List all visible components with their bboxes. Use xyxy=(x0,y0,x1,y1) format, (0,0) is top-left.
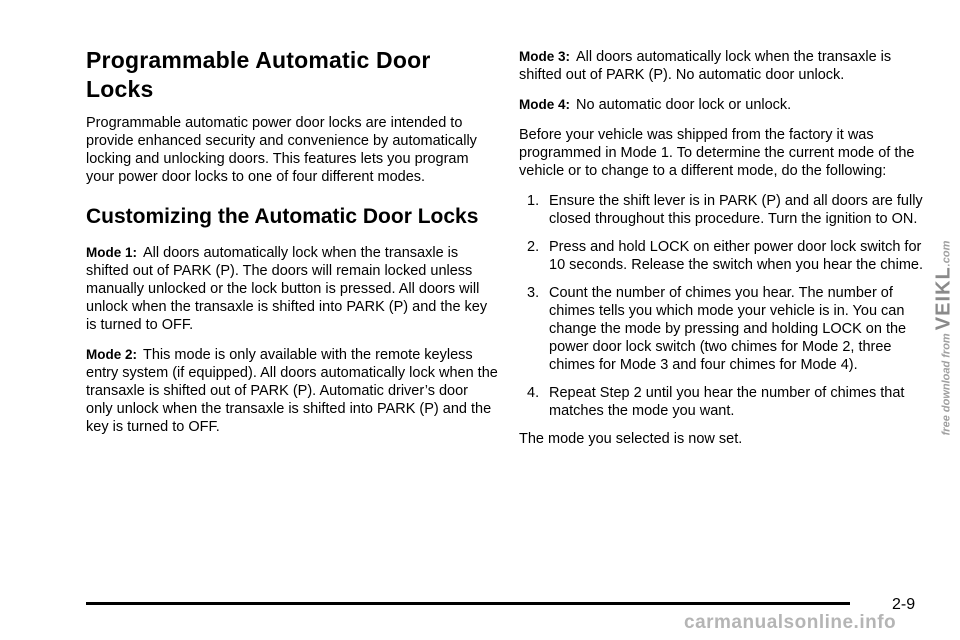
mode-1-paragraph xyxy=(86,244,498,334)
step-text: Ensure the shift lever is in PARK (P) and all doors are fully closed throughout this procedure. Turn the ignition to ON. xyxy=(549,193,923,227)
step-item xyxy=(519,284,927,374)
subsection-title: Customizing the Automatic Door Locks xyxy=(86,205,479,228)
step-text: Repeat Step 2 until you hear the number of chimes that matches the mode you want. xyxy=(549,385,905,419)
mode-1-text: All doors automatically lock when the transaxle is shifted out of PARK (P). The doors will remain locked unless manually unlocked or the lock button is pressed. All doors will unlock when the transaxle is shifted into PARK (P) and the key is turned to OFF. xyxy=(86,245,488,333)
mode-4-label: Mode 4: xyxy=(519,97,571,112)
mode-3-label: Mode 3: xyxy=(519,49,571,64)
mode-3-paragraph xyxy=(519,48,927,84)
step-item xyxy=(519,238,927,274)
mode-2-paragraph xyxy=(86,346,498,436)
step-item xyxy=(519,384,927,420)
before-paragraph: Before your vehicle was shipped from the factory it was programmed in Mode 1. To determine the current mode of the vehicle or to change to a different mode, do the following: xyxy=(519,127,915,179)
right-column xyxy=(519,48,927,460)
step-number: 2. xyxy=(527,239,540,255)
mode-2-label: Mode 2: xyxy=(86,347,138,362)
side-watermark-prefix: free download from xyxy=(940,333,953,436)
step-item xyxy=(519,192,927,228)
mode-4-paragraph xyxy=(519,96,927,114)
step-text: Count the number of chimes you hear. The number of chimes tells you which mode your vehicle is in. You can change the mode by pressing and holding LOCK on the power door lock switch (two chimes for Mode 2, three chimes for Mode 3 and four chimes for Mode 4). xyxy=(549,285,907,373)
mode-3-text: All doors automatically lock when the transaxle is shifted out of PARK (P). No automatic door unlock. xyxy=(519,49,892,83)
mode-1-label: Mode 1: xyxy=(86,245,138,260)
side-watermark-brand: VEIKL xyxy=(932,266,955,331)
step-number: 1. xyxy=(527,193,540,209)
section-title: Programmable Automatic Door Locks xyxy=(86,47,431,102)
footer-rule xyxy=(86,602,850,605)
side-watermark xyxy=(933,241,956,436)
mode-2-text: This mode is only available with the remote keyless entry system (if equipped). All doors automatically lock when the transaxle is shifted out of PARK (P). Automatic driver’s door only unlock when the transaxle is shifted into PARK (P) and the key is turned to OFF. xyxy=(86,347,498,435)
step-text: Press and hold LOCK on either power door lock switch for 10 seconds. Release the switch when you hear the chime. xyxy=(549,239,923,273)
footer-watermark: carmanualsonline.info xyxy=(684,612,897,633)
page-number: 2-9 xyxy=(892,596,916,613)
steps-list xyxy=(519,192,927,420)
step-number: 4. xyxy=(527,385,540,401)
side-watermark-suffix: .com xyxy=(940,240,953,267)
intro-paragraph: Programmable automatic power door locks are intended to provide enhanced security and convenience by automatically locking and unlocking doors. This features lets you program your power door locks to one of four different modes. xyxy=(86,115,477,185)
closing-paragraph: The mode you selected is now set. xyxy=(519,431,743,447)
step-number: 3. xyxy=(527,285,540,301)
left-column xyxy=(86,40,498,448)
mode-4-text: No automatic door lock or unlock. xyxy=(576,97,792,113)
